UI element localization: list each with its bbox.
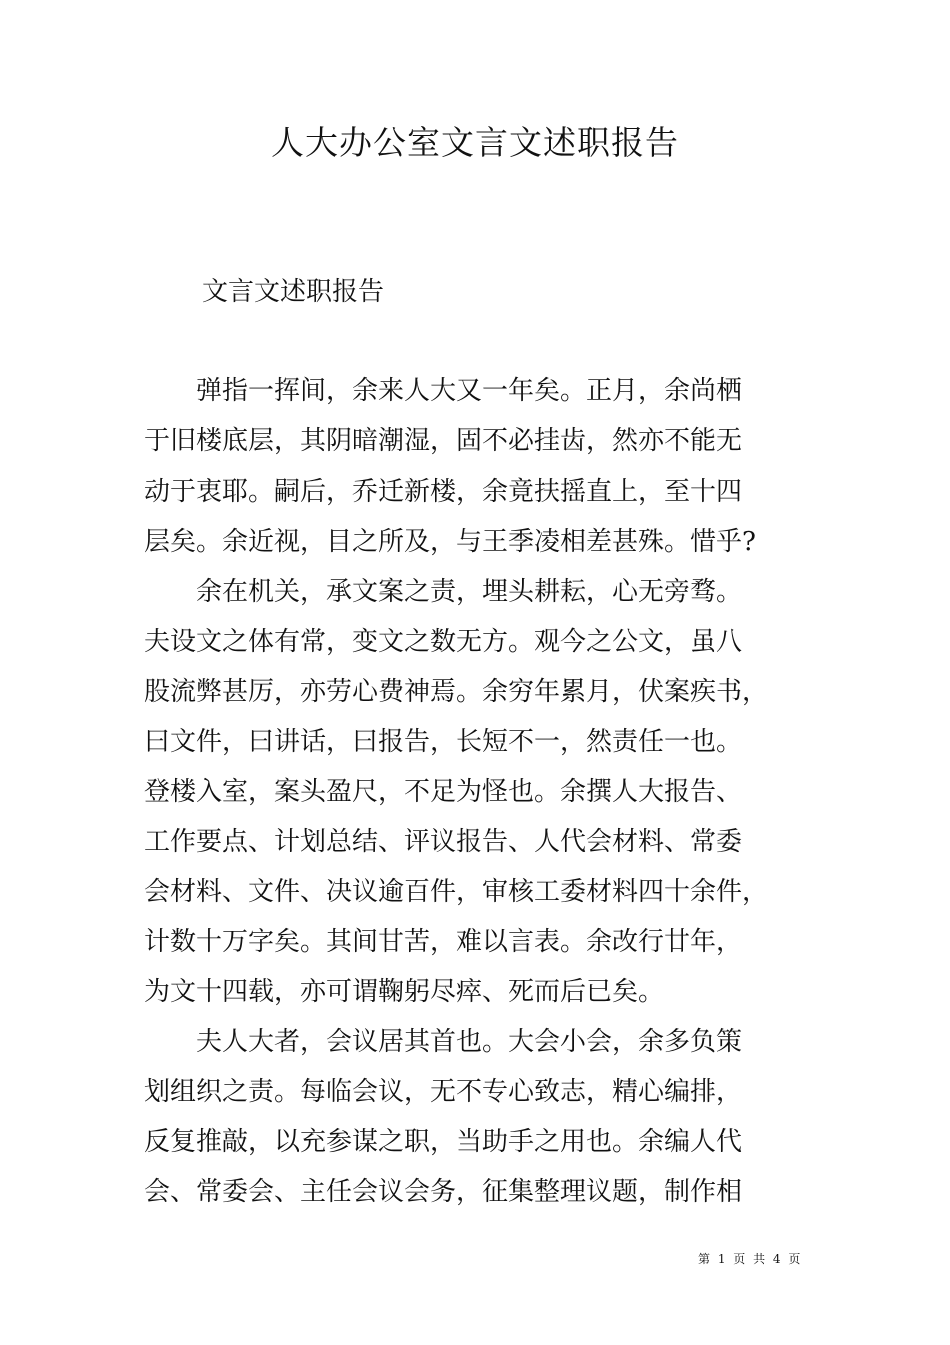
text-line: 划组织之责。每临会议，无不专心致志，精心编排， (144, 1077, 743, 1107)
text-line: 工作要点、计划总结、评议报告、人代会材料、常委 (144, 827, 743, 857)
text-line: 会材料、文件、决议逾百件，审核工委材料四十余件， (144, 877, 769, 907)
text-line: 于旧楼底层，其阴暗潮湿，固不必挂齿，然亦不能无 (144, 426, 743, 456)
text-line: 计数十万字矣。其间甘苦，难以言表。余改行廿年， (144, 927, 743, 957)
text-line: 夫人大者，会议居其首也。大会小会，余多负策 (144, 1027, 743, 1057)
page-title: 人大办公室文言文述职报告 (271, 123, 679, 162)
text-line: 反复推敲，以充参谋之职，当助手之用也。余编人代 (144, 1127, 743, 1157)
text-line: 余在机关，承文案之责，埋头耕耘，心无旁骛。 (144, 577, 743, 607)
subtitle: 文言文述职报告 (202, 277, 385, 307)
text-line: 弹指一挥间，余来人大又一年矣。正月，余尚栖 (144, 376, 743, 406)
text-line: 股流弊甚厉，亦劳心费神焉。余穷年累月，伏案疾书， (144, 677, 769, 707)
text-line: 登楼入室，案头盈尺，不足为怪也。余撰人大报告、 (144, 777, 743, 807)
text-line: 曰文件，曰讲话，曰报告，长短不一，然责任一也。 (144, 727, 743, 757)
page-number: 第 1 页 共 4 页 (698, 1252, 801, 1266)
text-line: 会、常委会、主任会议会务，征集整理议题，制作相 (144, 1177, 743, 1207)
text-line: 动于衷耶。嗣后，乔迁新楼，余竟扶摇直上，至十四 (144, 477, 743, 507)
text-line: 层矣。余近视，目之所及，与王季凌相差甚殊。惜乎? (144, 527, 756, 557)
text-line: 为文十四载，亦可谓鞠躬尽瘁、死而后已矣。 (144, 977, 665, 1007)
text-line: 夫设文之体有常，变文之数无方。观今之公文，虽八 (144, 627, 743, 657)
